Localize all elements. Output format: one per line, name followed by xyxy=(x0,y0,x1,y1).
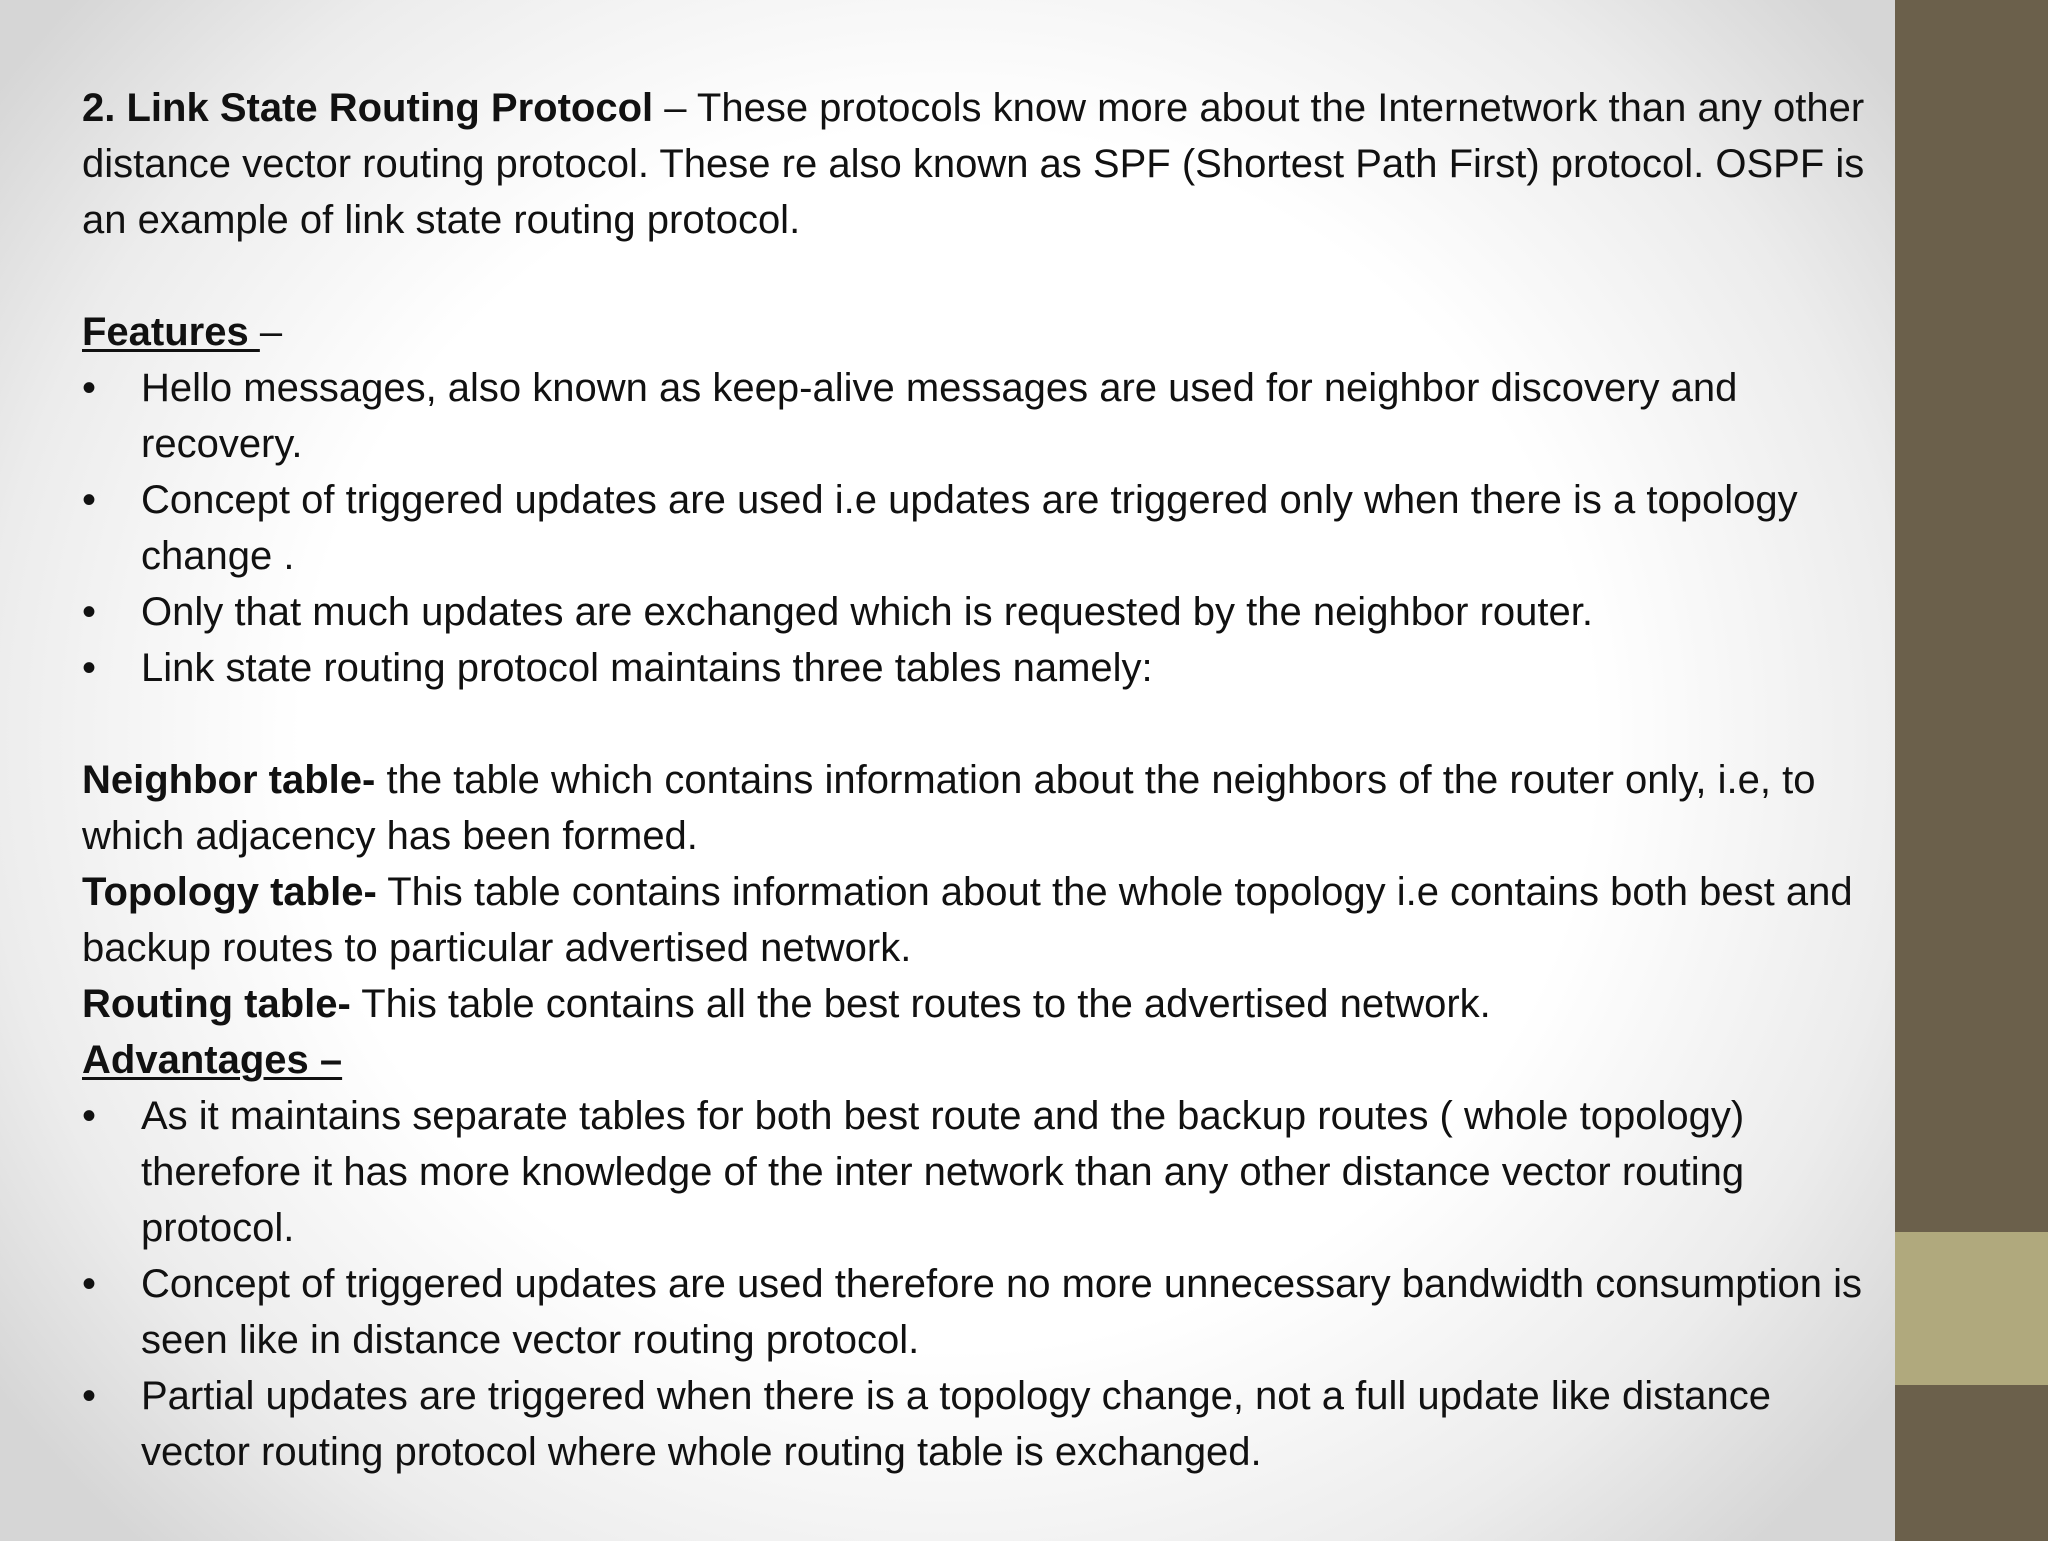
routing-table-term: Routing table- xyxy=(82,982,351,1026)
intro-heading: 2. Link State Routing Protocol xyxy=(82,86,654,130)
routing-table-definition xyxy=(82,976,1882,1032)
topology-table-text: This table contains information about the whole topology i.e contains both best and backup routes to particular advertised network. xyxy=(82,870,1853,970)
list-item-text: Concept of triggered updates are used therefore no more unnecessary bandwidth consumption is seen like in distance vector routing protocol. xyxy=(141,1262,1863,1362)
bullet-icon: • xyxy=(82,1262,97,1306)
bullet-icon: • xyxy=(82,590,97,634)
list-item xyxy=(82,1256,1882,1368)
intro-text: – These protocols know more about the Internetwork than any other distance vector routing protocol. These re also known as SPF (Shortest Path First) protocol. OSPF is an example of link state routing protocol. xyxy=(82,86,1865,242)
topology-table-definition xyxy=(82,864,1882,976)
list-item xyxy=(82,472,1882,584)
spacer xyxy=(82,696,1882,752)
list-item xyxy=(82,1088,1882,1256)
list-item-text: Partial updates are triggered when there is a topology change, not a full update like distance vector routing protocol where whole routing table is exchanged. xyxy=(141,1374,1771,1474)
spacer xyxy=(82,248,1882,304)
features-heading-line xyxy=(82,304,1882,360)
neighbor-table-term: Neighbor table- xyxy=(82,758,376,802)
features-list xyxy=(82,360,1882,696)
features-dash: – xyxy=(259,310,283,354)
bullet-icon: • xyxy=(82,1374,97,1418)
advantages-heading: Advantages – xyxy=(82,1038,343,1082)
slide-content xyxy=(82,80,1882,1480)
list-item xyxy=(82,640,1882,696)
routing-table-text: This table contains all the best routes to the advertised network. xyxy=(350,982,1491,1026)
list-item xyxy=(82,584,1882,640)
features-heading: Features xyxy=(82,310,260,354)
side-band-top xyxy=(1895,0,2048,1232)
neighbor-table-definition xyxy=(82,752,1882,864)
list-item-text: Only that much updates are exchanged which is requested by the neighbor router. xyxy=(141,590,1594,634)
advantages-heading-line xyxy=(82,1032,1882,1088)
side-band-bottom xyxy=(1895,1385,2048,1541)
bullet-icon: • xyxy=(82,478,97,522)
list-item-text: As it maintains separate tables for both best route and the backup routes ( whole topology) therefore it has more knowledge of the inter network than any other distance vector routing protocol. xyxy=(141,1094,1745,1250)
list-item xyxy=(82,1368,1882,1480)
topology-table-term: Topology table- xyxy=(82,870,377,914)
bullet-icon: • xyxy=(82,1094,97,1138)
neighbor-table-text: the table which contains information about the neighbors of the router only, i.e, to which adjacency has been formed. xyxy=(82,758,1816,858)
bullet-icon: • xyxy=(82,366,97,410)
list-item xyxy=(82,360,1882,472)
list-item-text: Concept of triggered updates are used i.e updates are triggered only when there is a topology change . xyxy=(141,478,1798,578)
side-band-accent xyxy=(1895,1232,2048,1385)
intro-paragraph xyxy=(82,80,1882,248)
bullet-icon: • xyxy=(82,646,97,690)
list-item-text: Hello messages, also known as keep-alive messages are used for neighbor discovery and recovery. xyxy=(141,366,1738,466)
advantages-list xyxy=(82,1088,1882,1480)
list-item-text: Link state routing protocol maintains three tables namely: xyxy=(141,646,1153,690)
